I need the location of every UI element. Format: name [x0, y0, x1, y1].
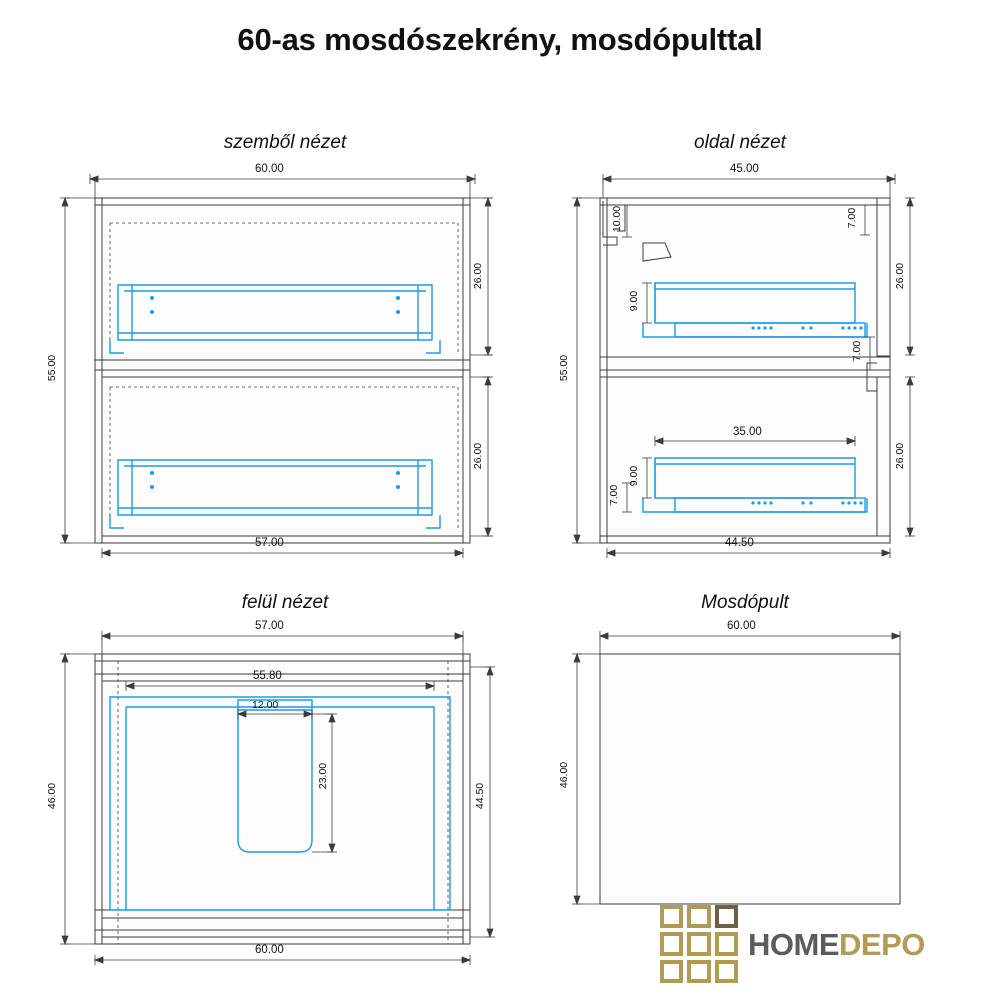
dim-side-offset-7b: 7.00	[851, 340, 864, 362]
logo-wordmark	[748, 926, 925, 962]
side-view-drawing	[555, 165, 985, 575]
dim-side-offset-7a: 7.00	[846, 207, 859, 229]
dim-side-rail-9a: 9.00	[628, 290, 641, 312]
dim-top-outer-width: 57.00	[255, 620, 284, 632]
dim-side-top-depth: 45.00	[730, 163, 759, 175]
dim-top-left-depth: 46.00	[46, 782, 59, 810]
dim-top-bottom-width: 60.00	[255, 944, 284, 956]
dim-front-upper-height: 26.00	[472, 262, 485, 290]
dim-side-offset-10: 10.00	[611, 205, 624, 233]
counter-view-drawing	[555, 622, 955, 912]
caption-side-view: oldal nézet	[694, 132, 786, 153]
dim-side-lower-height: 26.00	[894, 442, 907, 470]
caption-top-view: felül nézet	[241, 592, 329, 613]
dim-side-total-height: 55.00	[558, 354, 571, 382]
dim-side-rail-9b: 9.00	[628, 465, 641, 487]
logo-text-depo: DEPO	[839, 926, 925, 962]
caption-counter-view: Mosdópult	[701, 592, 789, 613]
dim-side-bottom-depth: 44.50	[725, 537, 754, 549]
dim-top-cutout-width: 12.00	[252, 699, 279, 711]
dim-top-inner-width: 55.80	[253, 670, 282, 682]
dim-counter-width: 60.00	[727, 620, 756, 632]
top-view-drawing	[40, 622, 510, 982]
page-title: 60-as mosdószekrény, mosdópulttal	[237, 22, 763, 57]
homedepo-logo	[660, 905, 925, 983]
dim-front-lower-height: 26.00	[472, 442, 485, 470]
logo-text-home: HOME	[748, 926, 839, 962]
caption-front-view: szemből nézet	[223, 132, 347, 153]
front-view-drawing	[40, 165, 510, 565]
dim-top-right-depth: 44.50	[474, 782, 487, 810]
dim-top-cutout-depth: 23.00	[317, 762, 330, 790]
dim-side-drawer-length: 35.00	[733, 426, 762, 438]
dim-side-offset-7c: 7.00	[608, 484, 621, 506]
dim-front-total-height: 55.00	[46, 354, 59, 382]
dim-front-bottom-width: 57.00	[255, 537, 284, 549]
dim-side-upper-height: 26.00	[894, 262, 907, 290]
dim-counter-depth: 46.00	[558, 761, 571, 789]
dim-front-top-width: 60.00	[255, 163, 284, 175]
logo-grid-icon	[660, 905, 738, 983]
